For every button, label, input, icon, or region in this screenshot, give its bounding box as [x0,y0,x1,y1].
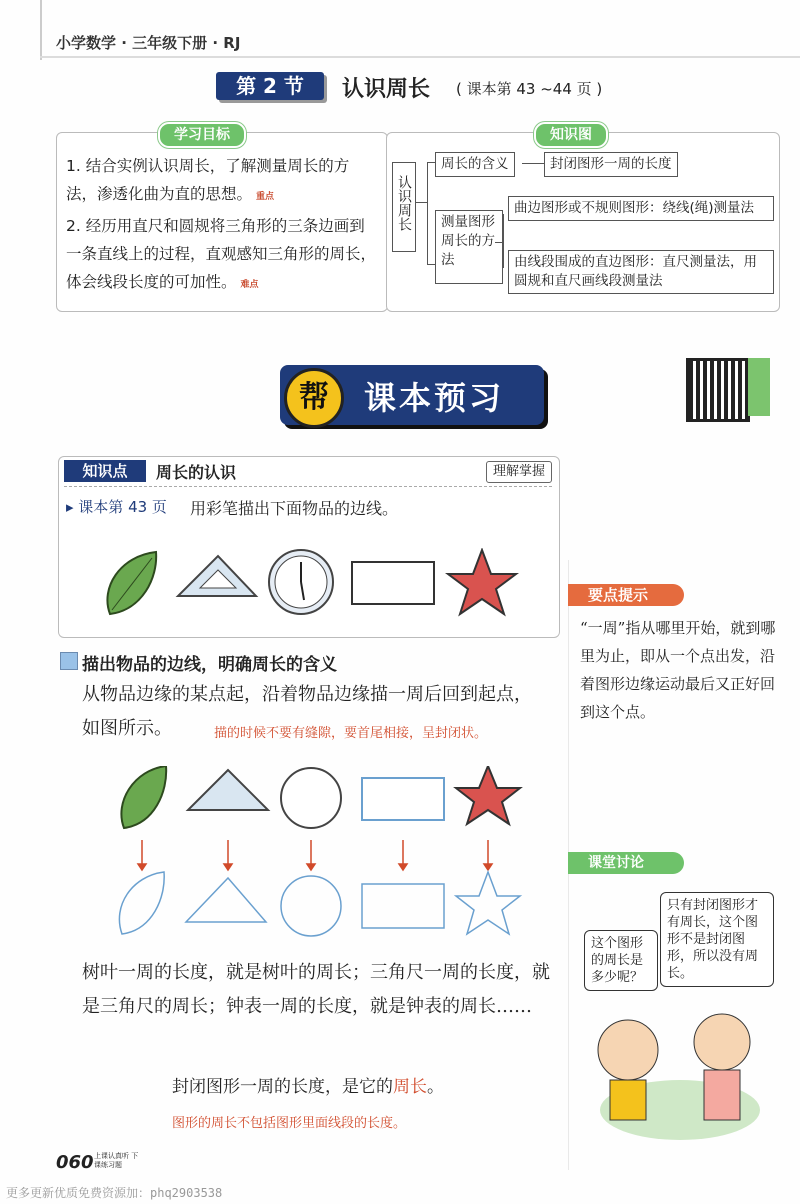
tip-label: 要点提示 [568,584,684,606]
leaf-icon [121,766,166,828]
map-node-method-b: 由线段围成的直边图形：直尺测量法，用圆规和直尺画线段测量法 [508,250,774,294]
circle-outline [281,876,341,936]
instruction-text: 用彩笔描出下面物品的边线。 [190,499,399,518]
method-para-1a: 从物品边缘的某点起，沿着物品边缘描一周后回到起点， [82,684,532,705]
banner-title: 课本预习 [364,379,505,417]
conclusion [172,1072,444,1097]
map-connector [427,162,435,163]
method-para-1b: 如图所示。 [82,718,172,739]
map-connector [427,162,428,264]
conclusion-text: 封闭图形一周的长度，是它的 [172,1077,393,1097]
leaf-icon [107,552,156,614]
method-para-2: 树叶一周的长度，就是树叶的周长；三角尺一周的长度，就是三角尺的周长；钟表一周的长度，就是钟表的周长…… [82,962,550,1017]
qr-side-tab [748,358,770,416]
discussion-label: 课堂讨论 [568,852,684,874]
knowledge-point-name: 周长的认识 [156,463,237,482]
difficulty-tag: 难点 [240,280,259,290]
conclusion-end: 。 [427,1077,444,1097]
map-node-meaning: 周长的含义 [435,152,515,177]
tip-text: “一周”指从哪里开始，就到哪里为止，即从一个点出发，沿着图形边缘运动最后又正好回到这个点。 [580,619,776,721]
conclusion-highlight: 周长 [393,1077,427,1097]
leaf-outline [119,872,164,934]
boy-speech-bubble: 这个图形的周长是多少呢？ [584,930,658,991]
star-icon [456,766,520,824]
map-connector [427,264,435,265]
goal-item-1-text: 1. 结合实例认识周长，了解测量周长的方法，渗透化曲为直的思想。 [66,157,350,203]
map-connector [495,242,503,243]
set-square-icon [178,556,256,596]
goal-item-2-text: 2. 经历用直尺和圆规将三角形的三条边画到一条直线上的过程，直观感知三角形的周长，体会线段长度的可加性。 [66,217,377,291]
map-root-text: 认识周长 [396,175,412,231]
mastery-level-badge: 理解掌握 [486,461,552,483]
knowledge-point-tag: 知识点 [64,460,146,482]
map-node-method-a: 曲边图形或不规则图形：绕线(绳)测量法 [508,196,774,221]
rectangle-icon [352,562,434,604]
map-root [392,162,416,252]
running-header: 小学数学 · 三年级下册 · RJ [56,34,241,52]
rectangle-icon [362,778,444,820]
section-title: 认识周长 [342,77,431,102]
star-outline [456,872,520,934]
rectangle-outline [362,884,444,928]
method-heading: 描出物品的边线，明确周长的含义 [82,655,337,675]
clock-icon [269,550,333,614]
method-note-2: 图形的周长不包括图形里面线段的长度。 [172,1116,407,1131]
object-row-colored [100,548,540,620]
page-number: 060 [56,1152,94,1173]
method-icon [60,652,78,670]
girl-speech-bubble: 只有封闭图形才有周长，这个图形不是封闭图形，所以没有周长。 [660,892,774,987]
bang-badge: 帮 [284,368,344,428]
map-node-method: 测量图形周长的方法 [435,210,503,284]
key-point-tag: 重点 [256,192,275,202]
goal-item-1 [66,152,378,211]
page-corner [0,0,42,60]
map-connector [415,202,427,203]
triangle-outline [186,878,266,922]
header-rule [40,56,800,58]
section-badge: 第 2 节 [216,72,324,100]
qr-code-icon[interactable] [686,358,750,422]
object-to-outline-figure [110,766,550,946]
set-square-icon [188,770,268,810]
star-icon [448,550,516,614]
textbook-ref: ▸ 课本第 43 页 [66,498,167,516]
section-ref: ( 课本第 43 ~44 页 ) [456,80,603,98]
learning-goals-label: 学习目标 [158,122,246,148]
footer-note: 上课认真听 下课练习题 [94,1152,139,1169]
map-connector [503,214,504,268]
arrow-down-icon [138,840,492,870]
knowledge-map-label: 知识图 [534,122,608,148]
map-connector [522,163,544,164]
method-note-1: 描的时候不要有缝隙，要首尾相接，呈封闭状。 [214,726,488,741]
goal-item-2 [66,212,378,299]
watermark: 更多更新优质免费资源加：phq2903538 [6,1186,223,1200]
map-node-meaning-def: 封闭图形一周的长度 [544,152,678,177]
cartoon-children-illustration [580,1000,770,1160]
divider [64,486,552,487]
clock-icon [281,768,341,828]
